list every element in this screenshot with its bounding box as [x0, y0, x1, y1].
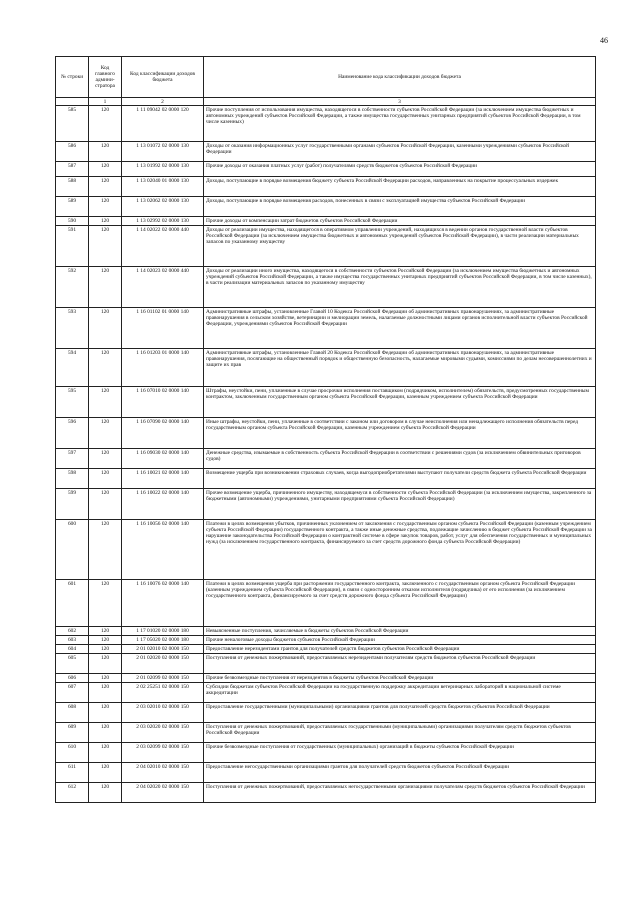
table-row	[56, 418, 596, 449]
classification-code: 2 04 02020 02 0000 150	[122, 783, 204, 803]
row-number: 608	[56, 703, 89, 723]
code-name: Штрафы, неустойки, пени, уплаченные в случае просрочки исполнения поставщиком (подрядчиком, исполнителем) обязательств, предусмотренных государственным контрактом, заключенным государственным органом субъекта Российской Федерации, казенным учреждением субъекта Российской Федерации	[204, 387, 596, 418]
admin-code: 120	[89, 783, 122, 803]
admin-code: 120	[89, 217, 122, 226]
table-row	[56, 654, 596, 674]
classification-code: 2 03 02010 02 0000 150	[122, 703, 204, 723]
table-row	[56, 162, 596, 177]
classification-code: 2 03 02099 02 0000 150	[122, 743, 204, 763]
row-number: 595	[56, 387, 89, 418]
admin-code: 120	[89, 683, 122, 703]
row-number: 598	[56, 469, 89, 489]
row-number: 610	[56, 743, 89, 763]
row-number: 592	[56, 267, 89, 308]
code-name: Доходы от оказания информационных услуг государственными органами субъектов Российской Федерации, казенными учреждениями субъектов Российской Федерации	[204, 142, 596, 162]
admin-code: 120	[89, 177, 122, 197]
code-name: Доходы от реализации иного имущества, находящегося в собственности субъектов Российской Федерации (за исключением имущества бюджетных и автономных учреждений субъектов Российской Федерации, а также имущества государственных унитарных предприятий субъектов Российской Федерации, в том числе казенных), в части реализации материальных запасов по указанному имуществу	[204, 267, 596, 308]
code-name: Прочие доходы от компенсации затрат бюджетов субъектов Российской Федерации	[204, 217, 596, 226]
table-row	[56, 520, 596, 580]
classification-code: 2 02 25251 02 0000 150	[122, 683, 204, 703]
admin-code: 120	[89, 654, 122, 674]
row-number: 605	[56, 654, 89, 674]
classification-code: 1 13 01992 02 0000 130	[122, 162, 204, 177]
row-number: 588	[56, 177, 89, 197]
classification-code: 2 01 02020 02 0000 150	[122, 654, 204, 674]
classification-code: 1 16 10021 02 0000 140	[122, 469, 204, 489]
classification-code: 1 17 05020 02 0000 180	[122, 636, 204, 645]
table-row	[56, 308, 596, 349]
row-number: 606	[56, 674, 89, 683]
row-number: 589	[56, 197, 89, 217]
admin-code: 120	[89, 106, 122, 142]
code-name: Платежи в целях возмещения ущерба при расторжении государственного контракта, заключенного с государственным органом субъекта Российской Федерации (казенным учреждением субъекта Российской Федерации), в связи с односторонним отказом исполнителя (подрядчика) от его исполнения (за исключением государственного контракта, финансируемого за счет средств дорожного фонда субъекта Российской Федерации)	[204, 580, 596, 627]
admin-code: 120	[89, 636, 122, 645]
row-number: 591	[56, 226, 89, 267]
table-row	[56, 489, 596, 520]
admin-code: 120	[89, 489, 122, 520]
row-number: 593	[56, 308, 89, 349]
header-num-1: 1	[89, 98, 122, 106]
admin-code: 120	[89, 387, 122, 418]
row-number: 597	[56, 449, 89, 469]
classification-code: 1 16 07090 02 0000 140	[122, 418, 204, 449]
row-number: 607	[56, 683, 89, 703]
classification-code: 2 04 02010 02 0000 150	[122, 763, 204, 783]
admin-code: 120	[89, 449, 122, 469]
classification-code: 2 01 02099 02 0000 150	[122, 674, 204, 683]
row-number: 600	[56, 520, 89, 580]
row-number: 601	[56, 580, 89, 627]
code-name: Платежи в целях возмещения убытков, причиненных уклонением от заключения с государственным органом субъекта Российской Федерации (казенным учреждением субъекта Российской Федерации) государственного контракта, а также иные денежные средства, подлежащие зачислению в бюджет субъекта Российской Федерации за нарушение законодательства Российской Федерации о контрактной системе в сфере закупок товаров, работ, услуг для обеспечения государственных и муниципальных нужд (за исключением государственного контракта, финансируемого за счет средств дорожного фонда субъекта Российской Федерации)	[204, 520, 596, 580]
code-name: Предоставление нерезидентами грантов для получателей средств бюджетов субъектов Российской Федерации	[204, 645, 596, 654]
admin-code: 120	[89, 469, 122, 489]
admin-code: 120	[89, 142, 122, 162]
income-codes-table	[55, 56, 596, 803]
admin-code: 120	[89, 349, 122, 387]
table-row	[56, 226, 596, 267]
row-number: 612	[56, 783, 89, 803]
row-number: 586	[56, 142, 89, 162]
code-name: Прочее возмещение ущерба, причиненного имуществу, находящемуся в собственности субъекта Российской Федерации (за исключением имущества, закрепленного за бюджетными (автономными) учреждениями, унитарными предприятиями субъекта Российской Федерации)	[204, 489, 596, 520]
classification-code: 1 16 09030 02 0000 140	[122, 449, 204, 469]
row-number: 599	[56, 489, 89, 520]
table-row	[56, 723, 596, 743]
row-number: 585	[56, 106, 89, 142]
admin-code: 120	[89, 308, 122, 349]
code-name: Прочие неналоговые доходы бюджетов субъектов Российской Федерации	[204, 636, 596, 645]
table-row	[56, 783, 596, 803]
code-name: Доходы, поступающие в порядке возмещения расходов, понесенных в связи с эксплуатацией имущества субъектов Российской Федерации	[204, 197, 596, 217]
classification-code: 2 03 02020 02 0000 150	[122, 723, 204, 743]
classification-code: 1 17 01020 02 0000 180	[122, 627, 204, 636]
classification-code: 2 01 02010 02 0000 150	[122, 645, 204, 654]
row-number: 596	[56, 418, 89, 449]
classification-code: 1 14 02022 02 0000 440	[122, 226, 204, 267]
table-row	[56, 387, 596, 418]
admin-code: 120	[89, 197, 122, 217]
code-name: Административные штрафы, установленные Главой 10 Кодекса Российской Федерации об административных правонарушениях, за административные правонарушения в сельском хозяйстве, ветеринарии и мелиорации земель, налагаемые должностными лицами органов исполнительной власти субъектов Российской Федерации, учреждениями субъектов Российской Федерации	[204, 308, 596, 349]
table-row	[56, 683, 596, 703]
table-row	[56, 580, 596, 627]
admin-code: 120	[89, 645, 122, 654]
table-row	[56, 177, 596, 197]
code-name: Прочие поступления от использования имущества, находящегося в собственности субъектов Российской Федерации (за исключением имущества бюджетных и автономных учреждений субъектов Российской Федерации, а также имущества государственных унитарных предприятий субъектов Российской Федерации, в том числе казенных)	[204, 106, 596, 142]
admin-code: 120	[89, 674, 122, 683]
row-number: 587	[56, 162, 89, 177]
admin-code: 120	[89, 162, 122, 177]
code-name: Поступления от денежных пожертвований, предоставляемых нерезидентами получателям средств бюджетов субъектов Российской Федерации	[204, 654, 596, 674]
header-code-name: Наименование кода классификации доходов бюджета	[204, 57, 596, 98]
table-row	[56, 703, 596, 723]
code-name: Предоставление негосударственными организациями грантов для получателей средств бюджетов субъектов Российской Федерации	[204, 763, 596, 783]
admin-code: 120	[89, 723, 122, 743]
header-num-2: 2	[122, 98, 204, 106]
table-row	[56, 197, 596, 217]
row-number: 602	[56, 627, 89, 636]
row-number: 611	[56, 763, 89, 783]
classification-code: 1 13 01072 02 0000 130	[122, 142, 204, 162]
classification-code: 1 11 09042 02 0000 120	[122, 106, 204, 142]
row-number: 604	[56, 645, 89, 654]
code-name: Прочие безвозмездные поступления от нерезидентов в бюджеты субъектов Российской Федерации	[204, 674, 596, 683]
row-number: 590	[56, 217, 89, 226]
row-number: 609	[56, 723, 89, 743]
admin-code: 120	[89, 418, 122, 449]
code-name: Прочие доходы от оказания платных услуг (работ) получателями средств бюджетов субъектов Российской Федерации	[204, 162, 596, 177]
classification-code: 1 16 10022 02 0000 140	[122, 489, 204, 520]
admin-code: 120	[89, 627, 122, 636]
classification-code: 1 16 07010 02 0000 140	[122, 387, 204, 418]
table-row	[56, 267, 596, 308]
table-row	[56, 674, 596, 683]
row-number: 594	[56, 349, 89, 387]
classification-code: 1 13 02992 02 0000 130	[122, 217, 204, 226]
admin-code: 120	[89, 267, 122, 308]
table-row	[56, 645, 596, 654]
code-name: Невыясненные поступления, зачисляемые в бюджеты субъектов Российской Федерации	[204, 627, 596, 636]
table-row	[56, 636, 596, 645]
header-num-empty	[56, 98, 89, 106]
row-number: 603	[56, 636, 89, 645]
classification-code: 1 16 10076 02 0000 140	[122, 580, 204, 627]
code-name: Доходы, поступающие в порядке возмещения бюджету субъекта Российской Федерации расходов, направленных на покрытие процессуальных издержек	[204, 177, 596, 197]
code-name: Субсидии бюджетам субъектов Российской Федерации на государственную поддержку аккредитации ветеринарных лабораторий в национальной системе аккредитации	[204, 683, 596, 703]
code-name: Поступления от денежных пожертвований, предоставляемых негосударственными организациями получателям средств бюджетов субъектов Российской Федерации	[204, 783, 596, 803]
table-row	[56, 627, 596, 636]
code-name: Предоставление государственными (муниципальными) организациями грантов для получателей средств бюджетов субъектов Российской Федерации	[204, 703, 596, 723]
classification-code: 1 16 01102 01 0000 140	[122, 308, 204, 349]
table-row	[56, 349, 596, 387]
code-name: Иные штрафы, неустойки, пени, уплаченные в соответствии с законом или договором в случае неисполнения или ненадлежащего исполнения обязательств перед государственным органом субъекта Российской Федерации, казенным учреждением субъекта Российской Федерации	[204, 418, 596, 449]
classification-code: 1 16 10056 02 0000 140	[122, 520, 204, 580]
admin-code: 120	[89, 520, 122, 580]
table-row	[56, 142, 596, 162]
code-name: Поступления от денежных пожертвований, предоставляемых государственными (муниципальными) организациями получателям средств бюджетов субъектов Российской Федерации	[204, 723, 596, 743]
table-row	[56, 743, 596, 763]
table-row	[56, 469, 596, 489]
table-row	[56, 217, 596, 226]
classification-code: 1 13 02062 02 0000 130	[122, 197, 204, 217]
code-name: Денежные средства, изымаемые в собственность субъекта Российской Федерации в соответствии с решениями судов (за исключением обвинительных приговоров судов)	[204, 449, 596, 469]
admin-code: 120	[89, 703, 122, 723]
code-name: Доходы от реализации имущества, находящегося в оперативном управлении учреждений, находящихся в ведении органов государственной власти субъектов Российской Федерации (за исключением имущества бюджетных и автономных учреждений субъектов Российской Федерации), в части реализации материальных запасов по указанному имуществу	[204, 226, 596, 267]
admin-code: 120	[89, 763, 122, 783]
header-num-3: 3	[204, 98, 596, 106]
classification-code: 1 14 02023 02 0000 440	[122, 267, 204, 308]
header-admin-code: Код главного админи-стратора	[89, 57, 122, 98]
code-name: Возмещение ущерба при возникновении страховых случаев, когда выгодоприобретателями выступают получатели средств бюджета субъекта Российской Федерации	[204, 469, 596, 489]
code-name: Административные штрафы, установленные Главой 20 Кодекса Российской Федерации об административных правонарушениях, за административные правонарушения, посягающие на общественный порядок и общественную безопасность, налагаемые мировыми судьями, комиссиями по делам несовершеннолетних и защите их прав	[204, 349, 596, 387]
admin-code: 120	[89, 226, 122, 267]
code-name: Прочие безвозмездные поступления от государственных (муниципальных) организаций в бюджеты субъектов Российской Федерации	[204, 743, 596, 763]
header-row-number: № строки	[56, 57, 89, 98]
table-row	[56, 106, 596, 142]
admin-code: 120	[89, 580, 122, 627]
table-row	[56, 449, 596, 469]
page-number: 46	[600, 36, 608, 45]
header-classification-code: Код классификации доходов бюджета	[122, 57, 204, 98]
classification-code: 1 13 02040 01 0000 130	[122, 177, 204, 197]
admin-code: 120	[89, 743, 122, 763]
classification-code: 1 16 01203 01 0000 140	[122, 349, 204, 387]
table-row	[56, 763, 596, 783]
